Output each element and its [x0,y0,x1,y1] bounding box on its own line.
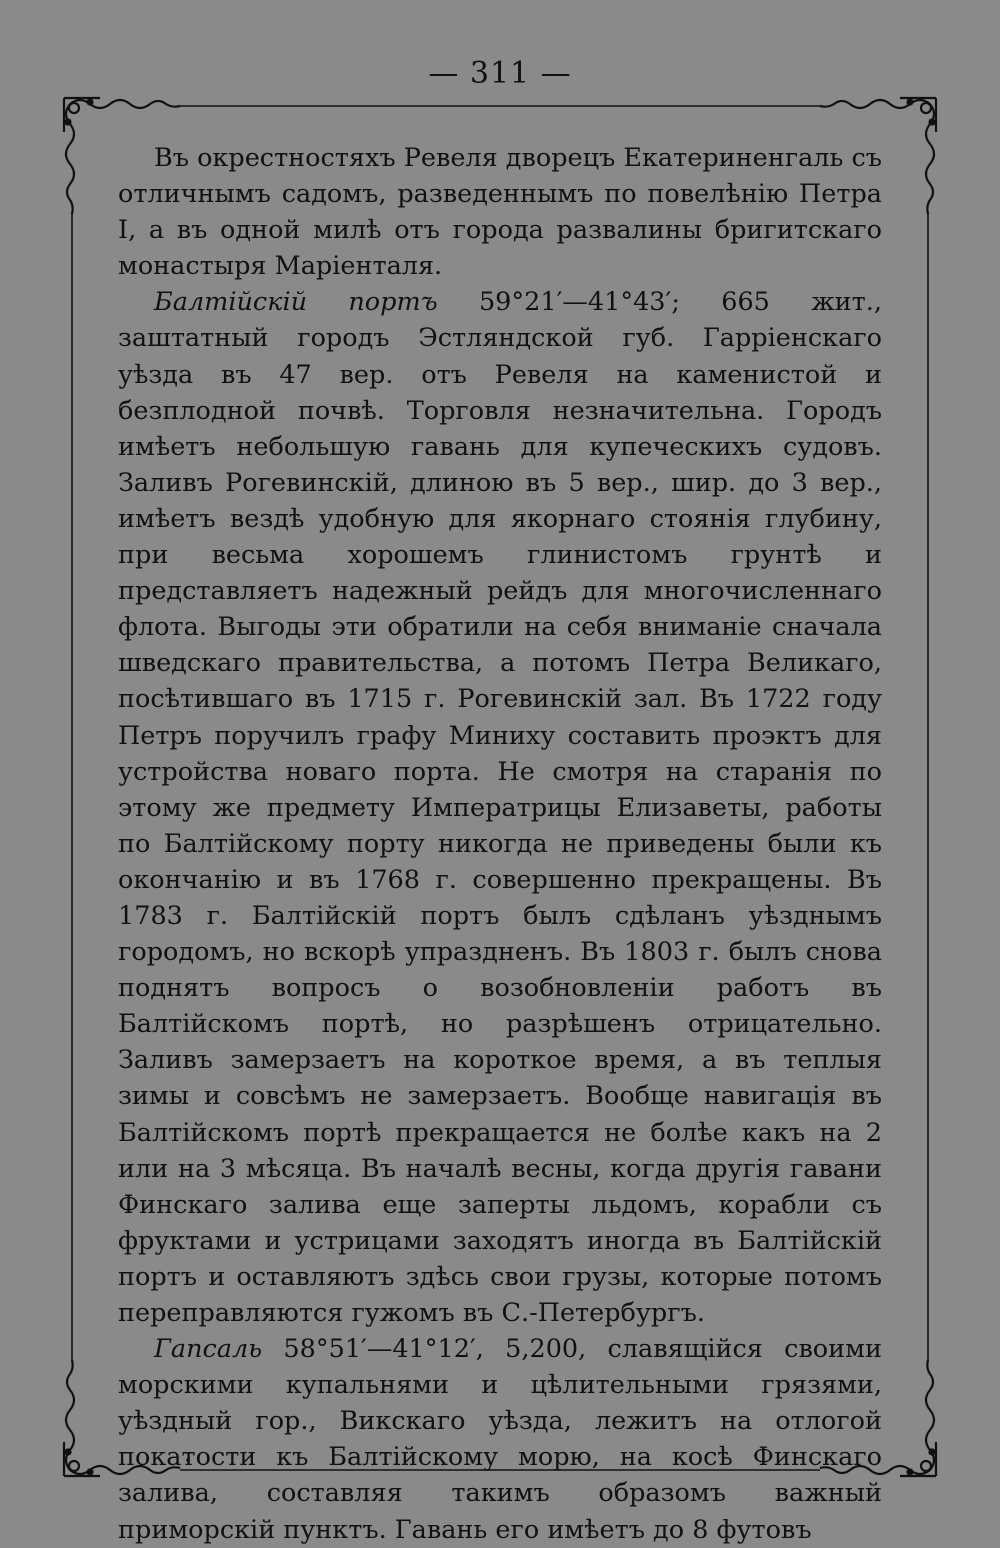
page-number: — 311 — [428,56,572,91]
paragraph-text: 58°51′—41°12′, 5,200, славящійся своими морскими купальнями и цѣлительными грязями, уѣздный гор., Викскаго уѣзда, лежитъ на отлогой покатости къ Балтійскому морю, на косѣ Финскаго залива, составляя такимъ образомъ важный приморскій пунктъ. Гавань его имѣетъ до 8 футовъ [118,1334,882,1545]
paragraph-text: 59°21′—41°43′; 665 жит., заштатный городъ Эстляндской губ. Гарріенскаго уѣзда въ 47 вер. отъ Ревеля на каменистой и безплодной почвѣ. Торговля незначительна. Городъ имѣетъ небольшую гавань для купеческихъ судовъ. Заливъ Рогевинскій, длиною въ 5 вер., шир. до 3 вер., имѣетъ вездѣ удобную для якорнаго стоянія глубину, при весьма хорошемъ глинистомъ грунтѣ и представляетъ надежный рейдъ для многочисленнаго флота. Выгоды эти обратили на себя вниманіе сначала шведскаго правительства, а потомъ Петра Великаго, посѣтившаго въ 1715 г. Рогевинскій зал. Въ 1722 году Петръ поручилъ графу Миниху составить проэктъ для устройства новаго порта. Не смотря на старанія по этому же предмету Императрицы Елизаветы, работы по Балтійскому порту никогда не приведены были къ окончанію и въ 1768 г. совершенно прекращены. Въ 1783 г. Балтійскій портъ былъ сдѣланъ уѣзднымъ городомъ, но вскорѣ упраздненъ. Въ 1803 г. былъ снова поднятъ вопросъ о возобновленіи работъ въ Балтійскомъ портѣ, но разрѣшенъ отрицательно. Заливъ замерзаетъ на короткое время, а въ теплыя зимы и совсѣмъ не замерзаетъ. Вообще навигація въ Балтійскомъ портѣ прекращается не болѣе какъ на 2 или на 3 мѣсяца. Въ началѣ весны, когда другія гавани Финскаго залива еще заперты льдомъ, корабли съ фруктами и устрицами заходятъ иногда въ Балтійскій портъ и оставляютъ здѣсь свои грузы, которые потомъ переправляются гужомъ въ С.-Петербургъ. [118,287,882,1328]
paragraph-reval-surroundings [118,140,882,284]
paragraph-hapsal [118,1331,882,1548]
entry-heading: Гапсаль [154,1334,263,1365]
paragraph-baltic-port [118,284,882,1331]
body-text [118,140,882,1548]
paragraph-text: Въ окрестностяхъ Ревеля дворецъ Екатериненгаль съ отличнымъ садомъ, разведеннымъ по повелѣнію Петра I, а въ одной милѣ отъ города развалины бригитскаго монастыря Маріенталя. [118,143,882,282]
entry-heading: Балтійскій портъ [154,287,438,318]
